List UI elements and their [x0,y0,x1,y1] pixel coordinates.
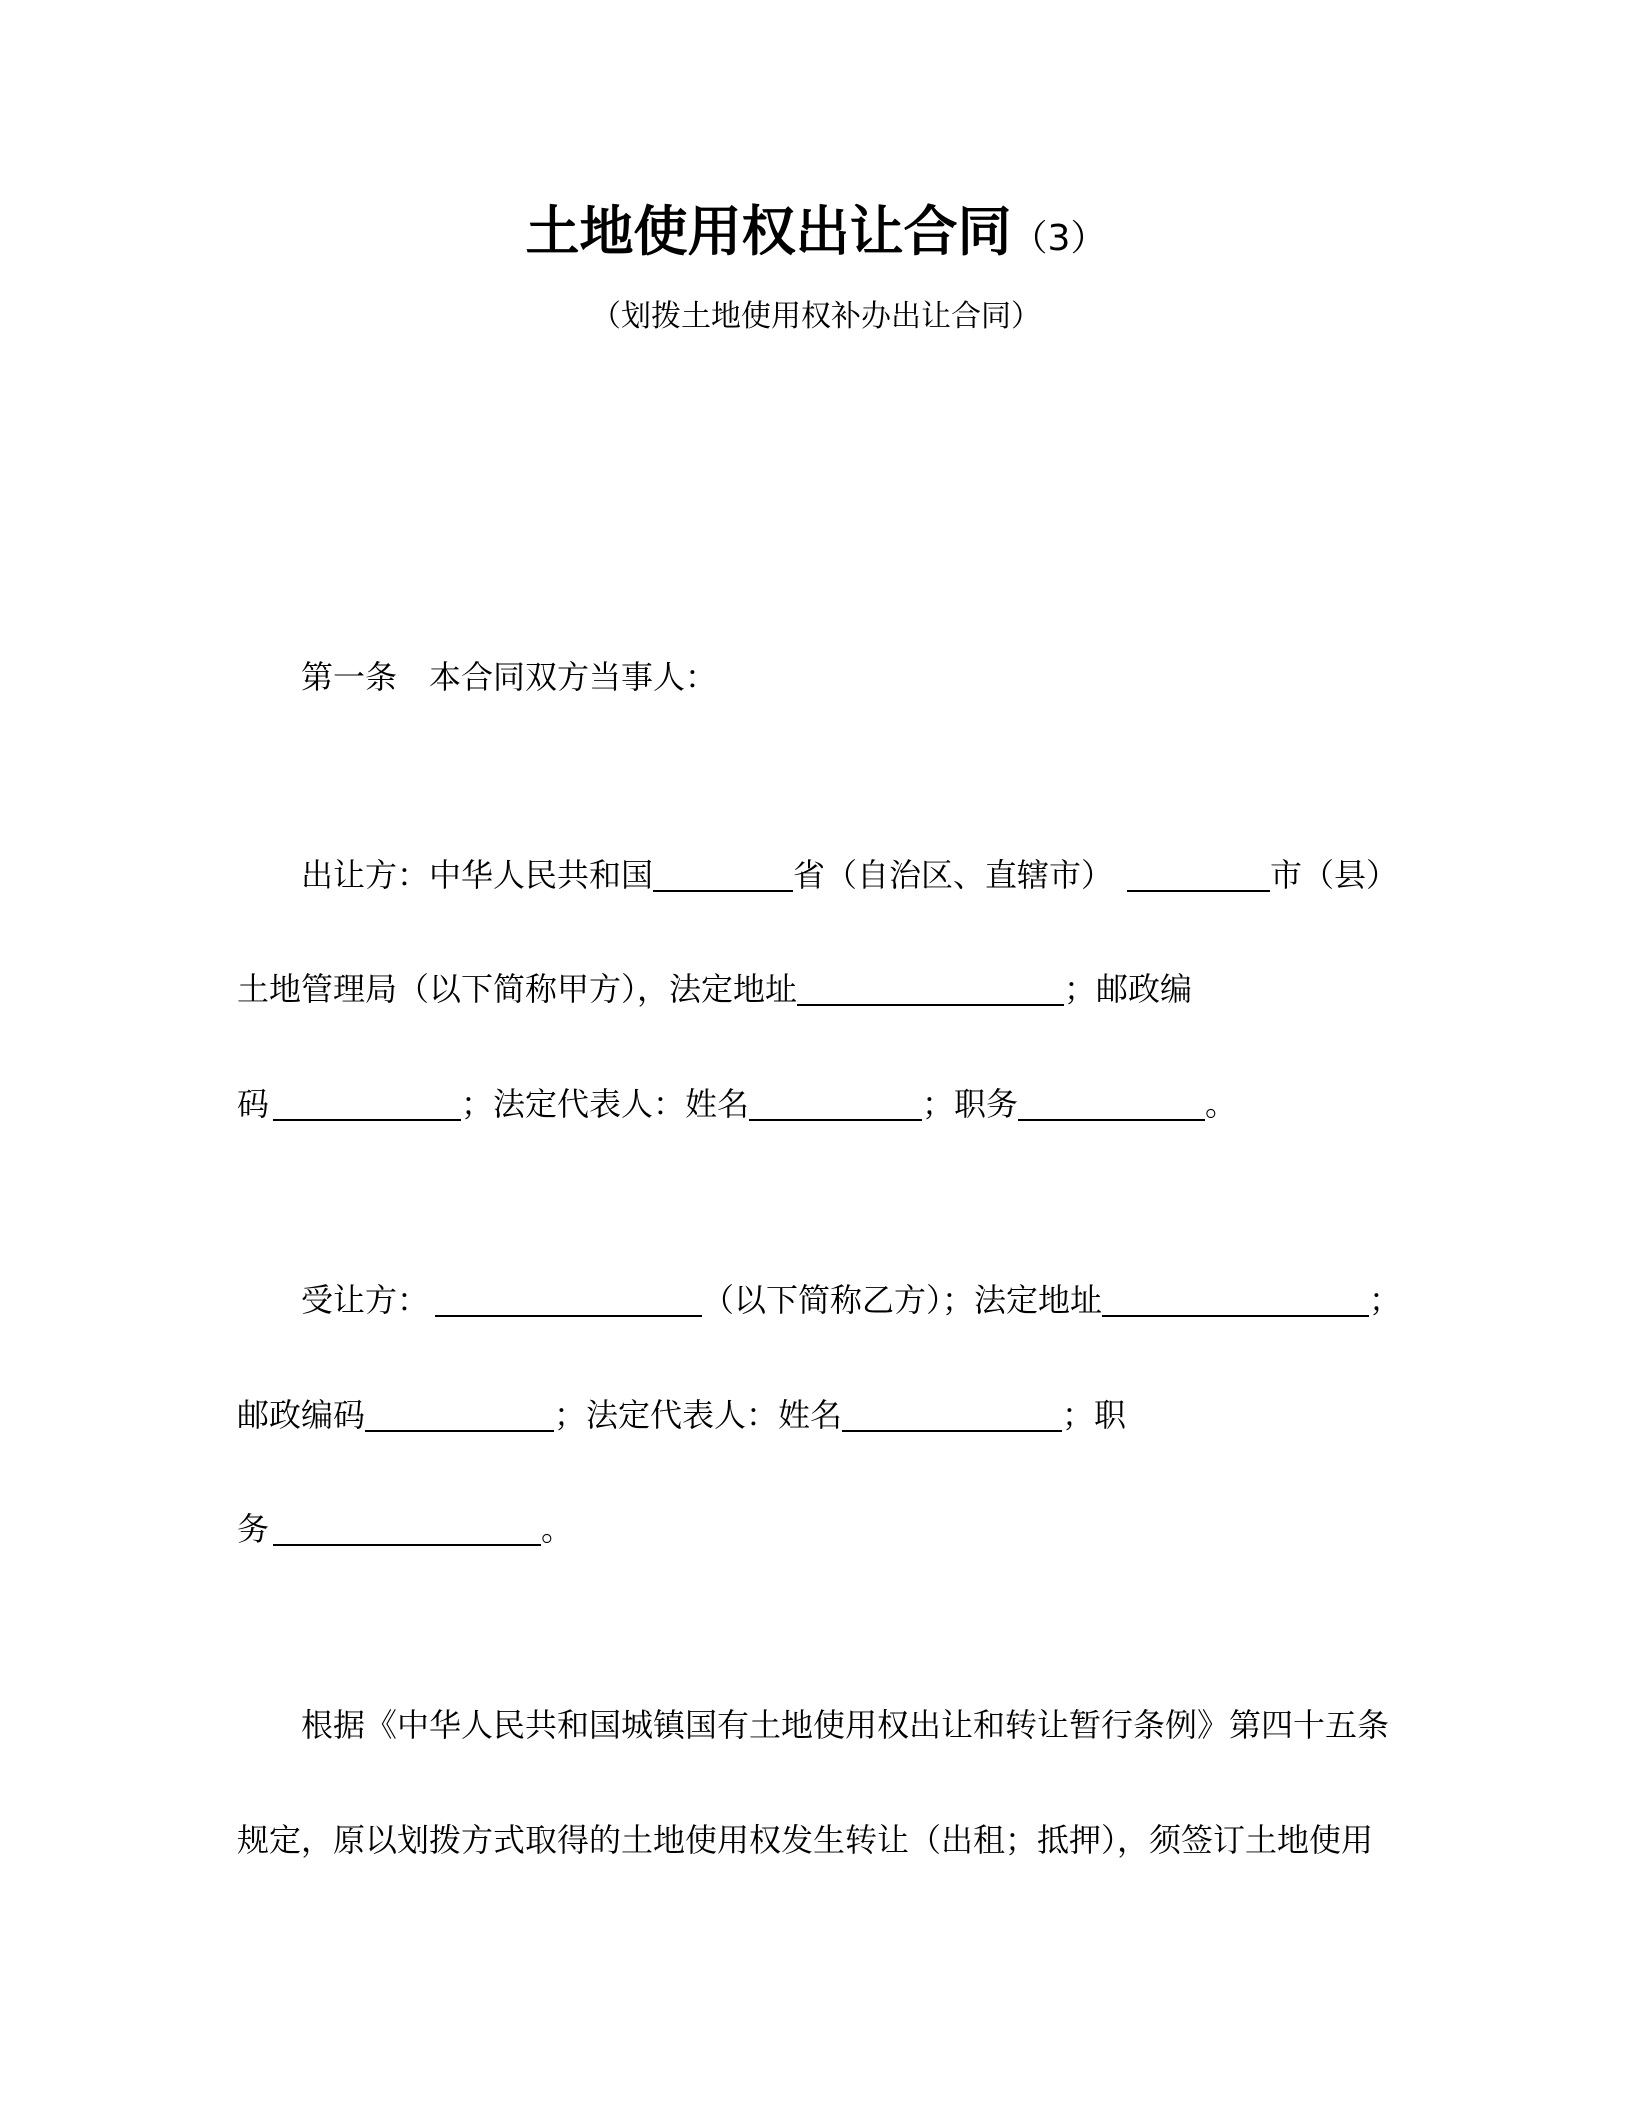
text: ；法定代表人：姓名 [554,1396,843,1434]
city-blank[interactable] [1127,860,1270,892]
text: ；邮政编 [1064,970,1193,1008]
document-subtitle: （划拨土地使用权补办出让合同） [591,299,1041,334]
address-blank[interactable] [797,974,1064,1006]
document-title [0,200,1632,271]
title-number: （3） [1011,218,1107,259]
text: 。 [1205,1085,1238,1123]
text: 邮政编码 [237,1396,366,1434]
position-blank[interactable] [1018,1089,1205,1121]
text: （以下简称乙方）；法定地址 [702,1281,1103,1319]
text: 受让方： [301,1281,430,1319]
party-b-line-2 [237,1395,1126,1435]
text: ； [1369,1281,1402,1319]
text: 省（自治区、直辖市） [793,856,1114,894]
party-a-line-2 [237,969,1192,1009]
party-a-line-1 [301,855,1398,895]
party-b-line-1 [301,1280,1401,1320]
assignee-blank[interactable] [435,1285,702,1317]
article-1-heading: 第一条 本合同双方当事人： [301,658,718,696]
name-blank[interactable] [749,1089,922,1121]
postcode-blank[interactable] [365,1400,554,1432]
party-a-line-3 [237,1084,1237,1124]
postcode-blank[interactable] [273,1089,461,1121]
text: 土地管理局（以下简称甲方），法定地址 [237,970,798,1008]
position-blank[interactable] [273,1514,541,1546]
text: ；职务 [922,1085,1019,1123]
text: 。 [541,1510,574,1548]
text: 码 [237,1085,270,1123]
text: 市（县） [1270,856,1399,894]
title-text: 土地使用权出让合同 [525,200,1012,263]
party-b-line-3 [237,1509,573,1549]
address-blank[interactable] [1102,1285,1369,1317]
province-blank[interactable] [653,860,793,892]
basis-line-2: 规定，原以划拨方式取得的土地使用权发生转让（出租；抵押），须签订土地使用 [237,1821,1374,1859]
text: 出让方：中华人民共和国 [301,856,654,894]
basis-line-1: 根据《中华人民共和国城镇国有土地使用权出让和转让暂行条例》第四十五条 [301,1706,1390,1744]
text: 务 [237,1510,270,1548]
text: ；法定代表人：姓名 [461,1085,750,1123]
text: ；职 [1062,1396,1127,1434]
name-blank[interactable] [842,1400,1062,1432]
